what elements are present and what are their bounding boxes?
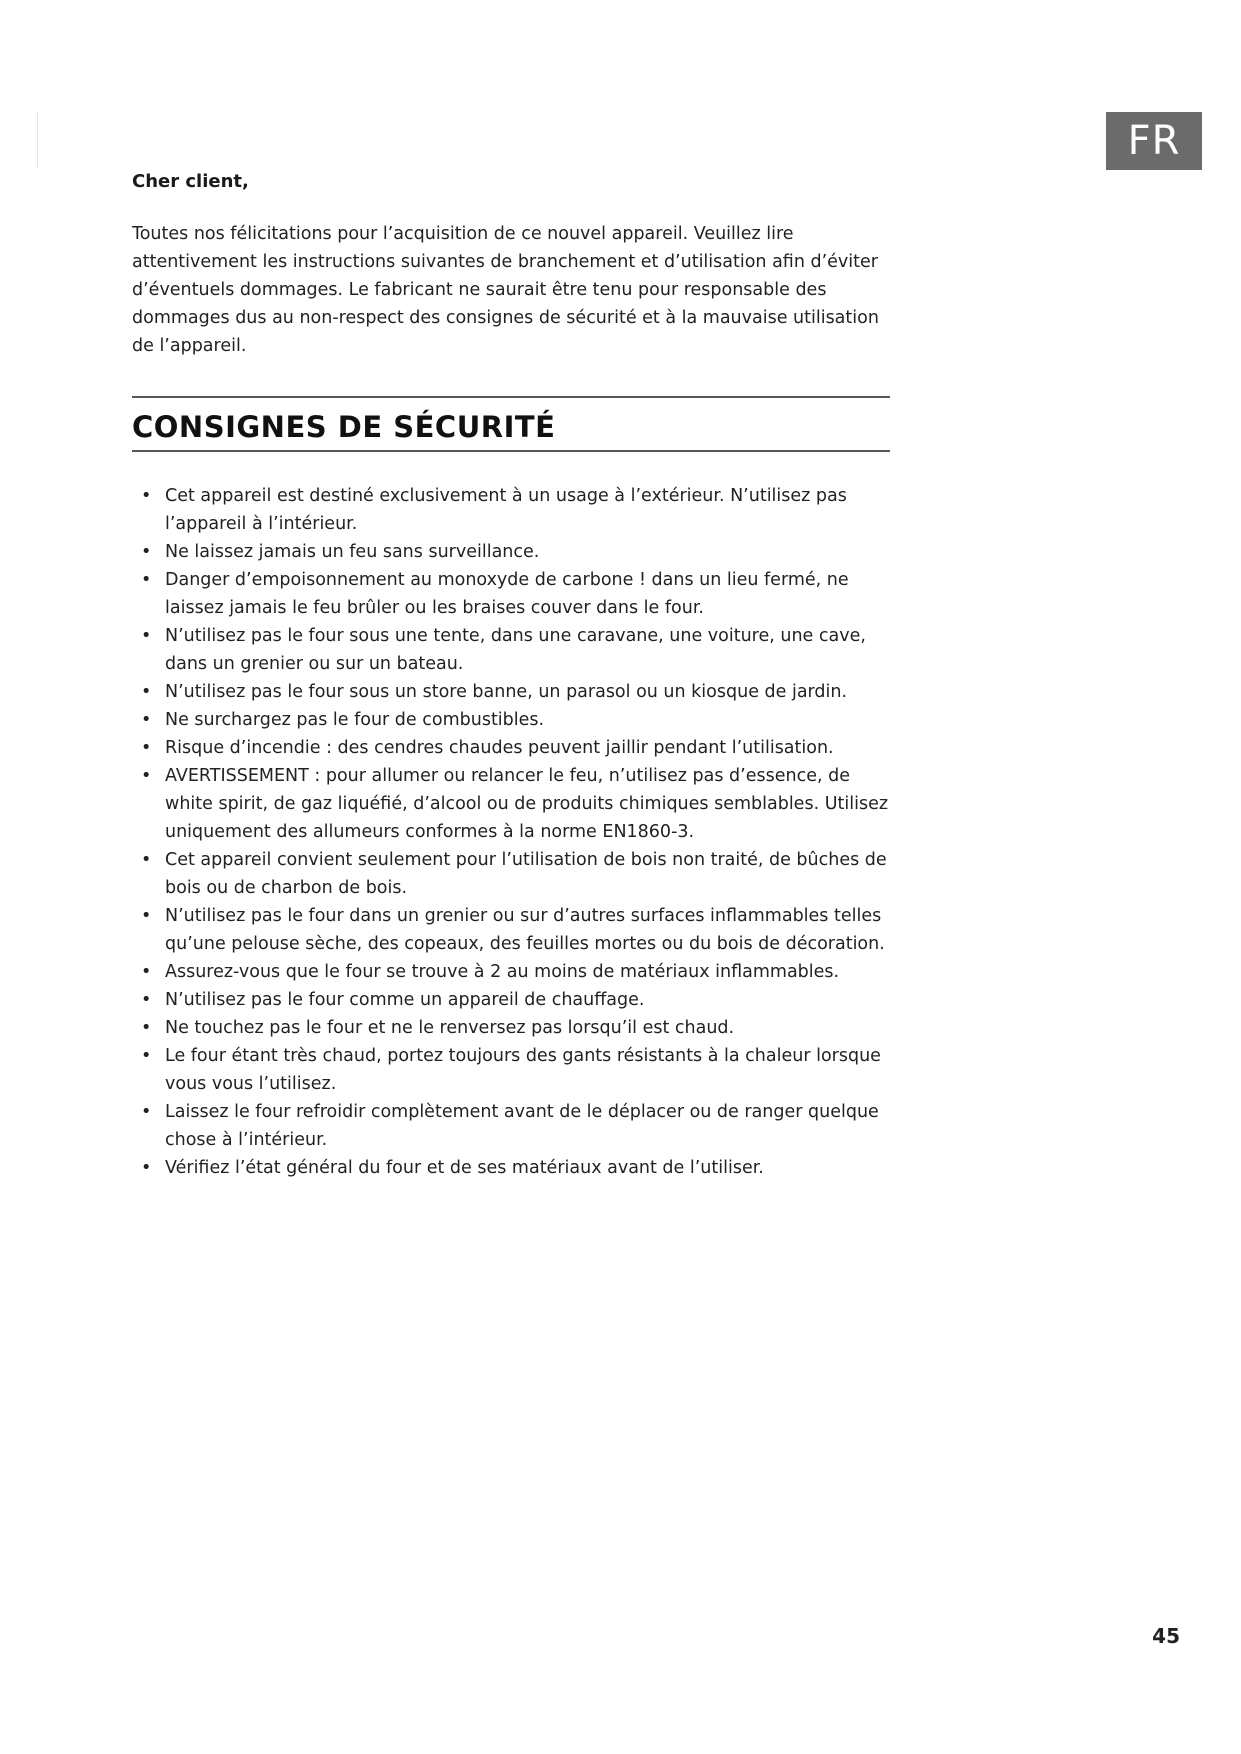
- list-item: [132, 678, 890, 706]
- list-item-text: N’utilisez pas le four dans un grenier ou sur d’autres surfaces inflammables telles qu’une pelouse sèche, des copeaux, des feuilles mortes ou du bois de décoration.: [165, 906, 885, 954]
- list-item-text: Ne touchez pas le four et ne le renversez pas lorsqu’il est chaud.: [165, 1018, 735, 1038]
- list-item: [132, 622, 890, 678]
- list-item-text: N’utilisez pas le four sous une tente, dans une caravane, une voiture, une cave, dans un grenier ou sur un bateau.: [165, 626, 866, 674]
- list-item-text: Assurez-vous que le four se trouve à 2 au moins de matériaux inflammables.: [165, 962, 840, 982]
- bullet-icon: •: [141, 1158, 152, 1178]
- list-item: [132, 1098, 890, 1154]
- language-tab: FR: [1106, 112, 1202, 170]
- list-item-text: N’utilisez pas le four sous un store banne, un parasol ou un kiosque de jardin.: [165, 682, 848, 702]
- list-item-text: Le four étant très chaud, portez toujours des gants résistants à la chaleur lorsque vous vous l’utilisez.: [165, 1046, 881, 1094]
- list-item-text: Laissez le four refroidir complètement avant de le déplacer ou de ranger quelque chose à l’intérieur.: [165, 1102, 879, 1150]
- list-item: [132, 762, 890, 846]
- list-item: [132, 958, 890, 986]
- list-item: [132, 566, 890, 622]
- list-item: [132, 482, 890, 538]
- list-item-text: Ne laissez jamais un feu sans surveillance.: [165, 542, 540, 562]
- bullet-icon: •: [141, 682, 152, 702]
- list-item: [132, 706, 890, 734]
- bullet-icon: •: [141, 486, 152, 506]
- section-header: [132, 396, 890, 452]
- bullet-icon: •: [141, 1046, 152, 1066]
- list-item: [132, 846, 890, 902]
- list-item-text: N’utilisez pas le four comme un appareil de chauffage.: [165, 990, 645, 1010]
- safety-list: [132, 482, 890, 1182]
- page-number: 45: [1152, 1624, 1180, 1648]
- list-item-text: AVERTISSEMENT : pour allumer ou relancer le feu, n’utilisez pas d’essence, de white spirit, de gaz liquéfié, d’alcool ou de produits chimiques semblables. Utilisez uniquement des allumeurs conformes à la norme EN1860-3.: [165, 766, 889, 842]
- bullet-icon: •: [141, 710, 152, 730]
- bullet-icon: •: [141, 962, 152, 982]
- bullet-icon: •: [141, 542, 152, 562]
- section-title: CONSIGNES DE SÉCURITÉ: [132, 410, 556, 444]
- bullet-icon: •: [141, 1102, 152, 1122]
- list-item: [132, 1042, 890, 1098]
- list-item: [132, 986, 890, 1014]
- list-item-text: Cet appareil est destiné exclusivement à un usage à l’extérieur. N’utilisez pas l’appareil à l’intérieur.: [165, 486, 847, 534]
- list-item-text: Ne surchargez pas le four de combustibles.: [165, 710, 545, 730]
- list-item: [132, 538, 890, 566]
- bullet-icon: •: [141, 626, 152, 646]
- bullet-icon: •: [141, 766, 152, 786]
- list-item: [132, 1014, 890, 1042]
- bullet-icon: •: [141, 738, 152, 758]
- intro-paragraph: Toutes nos félicitations pour l’acquisition de ce nouvel appareil. Veuillez lire attentivement les instructions suivantes de branchement et d’utilisation afin d’éviter d’éventuels dommages. Le fabricant ne saurait être tenu pour responsable des dommages dus au non-respect des consignes de sécurité et à la mauvaise utilisation de l’appareil.: [132, 224, 879, 356]
- bullet-icon: •: [141, 906, 152, 926]
- list-item-text: Cet appareil convient seulement pour l’utilisation de bois non traité, de bûches de bois ou de charbon de bois.: [165, 850, 887, 898]
- bullet-icon: •: [141, 850, 152, 870]
- list-item: [132, 734, 890, 762]
- page-content: [132, 170, 890, 1182]
- greeting: Cher client,: [132, 171, 249, 192]
- margin-rule: [37, 112, 38, 168]
- bullet-icon: •: [141, 990, 152, 1010]
- bullet-icon: •: [141, 570, 152, 590]
- list-item: [132, 1154, 890, 1182]
- list-item-text: Vérifiez l’état général du four et de ses matériaux avant de l’utiliser.: [165, 1158, 764, 1178]
- list-item-text: Risque d’incendie : des cendres chaudes peuvent jaillir pendant l’utilisation.: [165, 738, 834, 758]
- list-item-text: Danger d’empoisonnement au monoxyde de carbone ! dans un lieu fermé, ne laissez jamais le feu brûler ou les braises couver dans le four.: [165, 570, 849, 618]
- list-item: [132, 902, 890, 958]
- bullet-icon: •: [141, 1018, 152, 1038]
